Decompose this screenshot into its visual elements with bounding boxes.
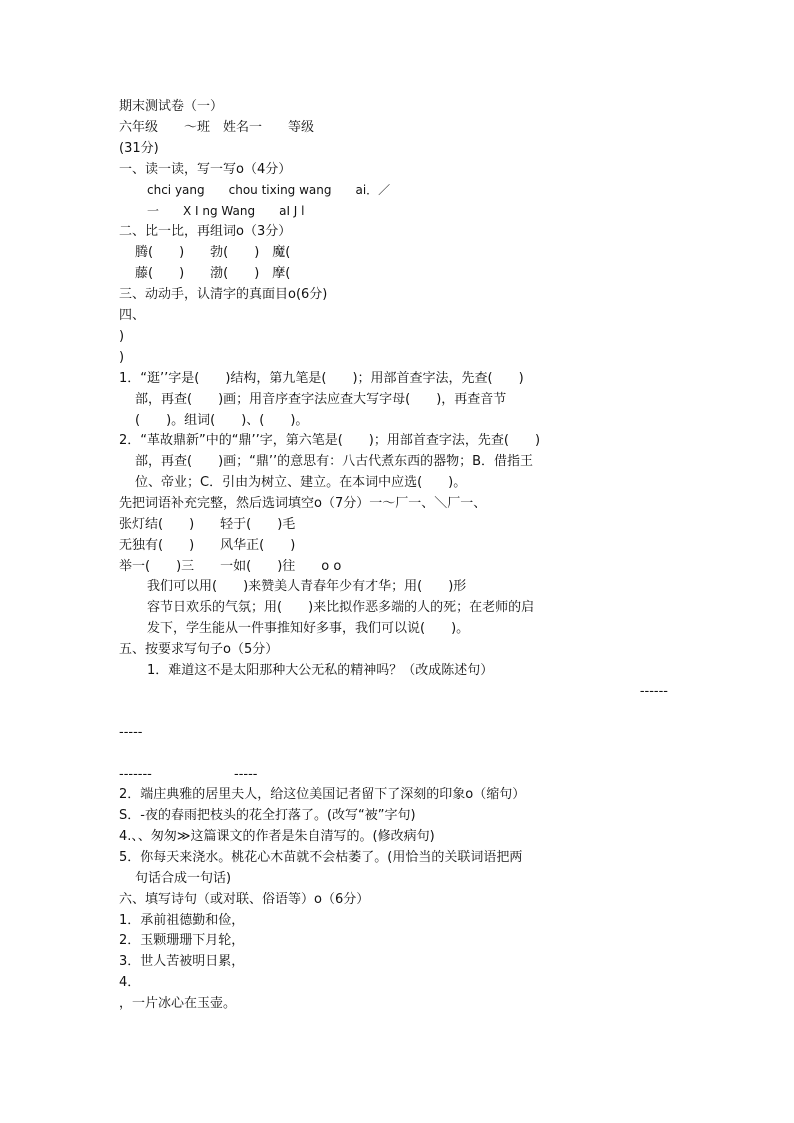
section-5-heading: 五、按要求写句子o（5分） xyxy=(119,642,279,657)
section-2-heading: 二、比一比，再组词o（3分） xyxy=(119,224,292,239)
word-fill-heading: 先把词语补充完整，然后选词填空o（7分）一～厂一、＼厂一、 xyxy=(119,496,487,511)
question-1-line-a: 1．“逛’’字是( )结构，第九笔是( )；用部首查字法，先查( ) xyxy=(119,371,524,386)
question-2-line-a: 2．“革故鼎新”中的“鼎’’字，第六笔是( )；用部首查字法，先查( ) xyxy=(119,433,541,448)
sentence-question-5-a: 5．你每天来浇水。桃花心木苗就不会枯萎了。(用恰当的关联词语把两 xyxy=(119,850,523,865)
pinyin-row-1: chci yang chou tixing wang ai．／ xyxy=(147,183,391,197)
paren-line-2: ) xyxy=(119,350,125,365)
answer-dash-b: ----- xyxy=(234,767,258,782)
section-4-marker: 四、 xyxy=(119,308,146,323)
sentence-question-5-b: 句话合成一句话) xyxy=(135,871,232,886)
question-1-line-c: ( )。组词( )、( )。 xyxy=(135,413,309,428)
pinyin-row-2: 一 X I ng Wang aI J l xyxy=(147,204,305,218)
answer-dash-left: ----- xyxy=(119,725,143,740)
word-fill-para-3: 发下，学生能从一件事推知好多事，我们可以说( )。 xyxy=(147,621,470,636)
poem-line-3: 3．世人苦被明日累， xyxy=(119,954,245,969)
sentence-question-1: 1．难道这不是太阳那种大公无私的精神吗？（改成陈述句） xyxy=(147,663,494,678)
question-2-line-b: 部，再查( )画；“鼎’’的意思有：八古代煮东西的器物；B．借指王 xyxy=(135,454,534,469)
student-info-line: 六年级 ～班 姓名一 等级 xyxy=(119,120,315,135)
exam-title: 期末测试卷（一） xyxy=(119,99,224,114)
word-fill-row-3: 举一( )三 一如( )往 o o xyxy=(119,559,342,574)
poem-line-2: 2．玉颗珊珊下月轮， xyxy=(119,933,245,948)
total-score: (31分) xyxy=(119,141,159,156)
question-1-line-b: 部，再查( )画；用音序查字法应查大写字母( )，再查音节 xyxy=(135,392,507,407)
sentence-question-4: 4.、、匆匆≫这篇课文的作者是朱自清写的。(修改病句) xyxy=(119,829,435,844)
poem-line-4: 4． xyxy=(119,975,141,990)
section-6-heading: 六、填写诗句（或对联、俗语等）o（6分） xyxy=(119,892,370,907)
poem-line-5: ，一片冰心在玉壶。 xyxy=(119,996,237,1011)
answer-dash-right: ------ xyxy=(639,684,668,699)
answer-dash-a: ------- xyxy=(119,767,152,782)
word-fill-row-1: 张灯结( ) 轻于( )毛 xyxy=(119,517,296,532)
section-1-heading: 一、读一读，写一写o（4分） xyxy=(119,162,292,177)
word-fill-para-1: 我们可以用( )来赞美人青春年少有才华；用( )形 xyxy=(147,579,467,594)
compare-row-1: 腾( ) 勃( ) 魔( xyxy=(135,245,291,260)
question-2-line-c: 位、帝业；C．引由为树立、建立。在本词中应选( )。 xyxy=(135,475,467,490)
paren-line-1: ) xyxy=(119,329,125,344)
poem-line-1: 1．承前祖德勤和俭， xyxy=(119,913,245,928)
section-3-heading: 三、动动手，认清字的真面目o(6分) xyxy=(119,287,328,302)
sentence-question-3: S．-夜的春雨把枝头的花全打落了。(改写“被”字句) xyxy=(119,808,416,823)
compare-row-2: 藤( ) 渤( ) 摩( xyxy=(135,266,291,281)
word-fill-row-2: 无独有( ) 风华正( ) xyxy=(119,538,296,553)
sentence-question-2: 2．端庄典雅的居里夫人，给这位美国记者留下了深刻的印象o（缩句） xyxy=(119,787,526,802)
word-fill-para-2: 容节日欢乐的气氛；用( )来比拟作恶多端的人的死；在老师的启 xyxy=(147,600,535,615)
